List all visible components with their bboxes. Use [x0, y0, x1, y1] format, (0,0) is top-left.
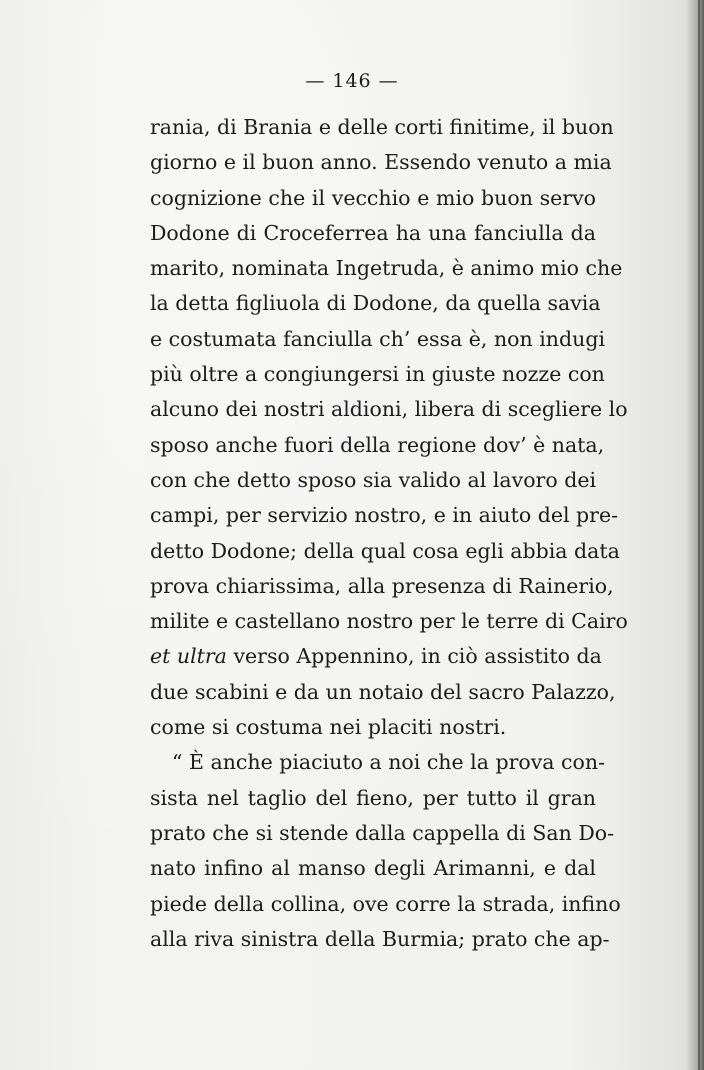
page-number: — 146 —: [305, 70, 399, 92]
page-edge-line: [698, 0, 700, 1070]
text-line: come si costuma nei placiti nostri.: [150, 715, 507, 740]
text-line: alla riva sinistra della Burmia; prato che ap-: [150, 926, 610, 951]
text-line: più oltre a congiungersi in giuste nozze con: [150, 362, 605, 387]
text-line: prova chiarissima, alla presenza di Rainerio,: [150, 573, 614, 598]
text-line: rania, di Brania e delle corti finitime, il buon: [150, 115, 614, 139]
text-line: due scabini e da un notaio del sacro Palazzo,: [150, 679, 616, 704]
text-line: alcuno dei nostri aldioni, libera di scegliere lo: [150, 397, 628, 422]
text-line: milite e castellano nostro per le terre di Cairo: [150, 609, 628, 634]
text-line: sposo anche fuori della regione dov’ è nata,: [150, 432, 605, 457]
text-line: Dodone di Croceferrea ha una fanciulla da: [150, 220, 596, 245]
body-text: [150, 110, 628, 957]
text-line: “ È anche piaciuto a noi che la prova con-: [172, 750, 605, 775]
text-line-with-italic: [150, 639, 602, 674]
page-edge-shadow: [686, 0, 704, 1070]
italic-phrase: et ultra: [150, 644, 227, 669]
text-line: marito, nominata Ingetruda, è animo mio che: [150, 256, 623, 281]
text-line: prato che si stende dalla cappella di San Do-: [150, 820, 615, 845]
text-line: nato infino al manso degli Arimanni, e dal: [150, 856, 596, 881]
text-line: la detta figliuola di Dodone, da quella savia: [150, 291, 601, 316]
text-line: detto Dodone; della qual cosa egli abbia data: [150, 538, 620, 563]
text-line: cognizione che il vecchio e mio buon servo: [150, 185, 596, 210]
text-line: e costumata fanciulla ch’ essa è, non indugi: [150, 326, 605, 351]
text-line: campi, per servizio nostro, e in aiuto del pre-: [150, 503, 619, 528]
text-line-rest: verso Appennino, in ciò assistito da: [233, 644, 602, 669]
text-line: piede della collina, ove corre la strada, infino: [150, 891, 621, 916]
text-line: sista nel taglio del fieno, per tutto il gran: [150, 785, 596, 810]
text-line: giorno e il buon anno. Essendo venuto a mia: [150, 150, 612, 175]
text-line: con che detto sposo sia valido al lavoro dei: [150, 467, 597, 492]
